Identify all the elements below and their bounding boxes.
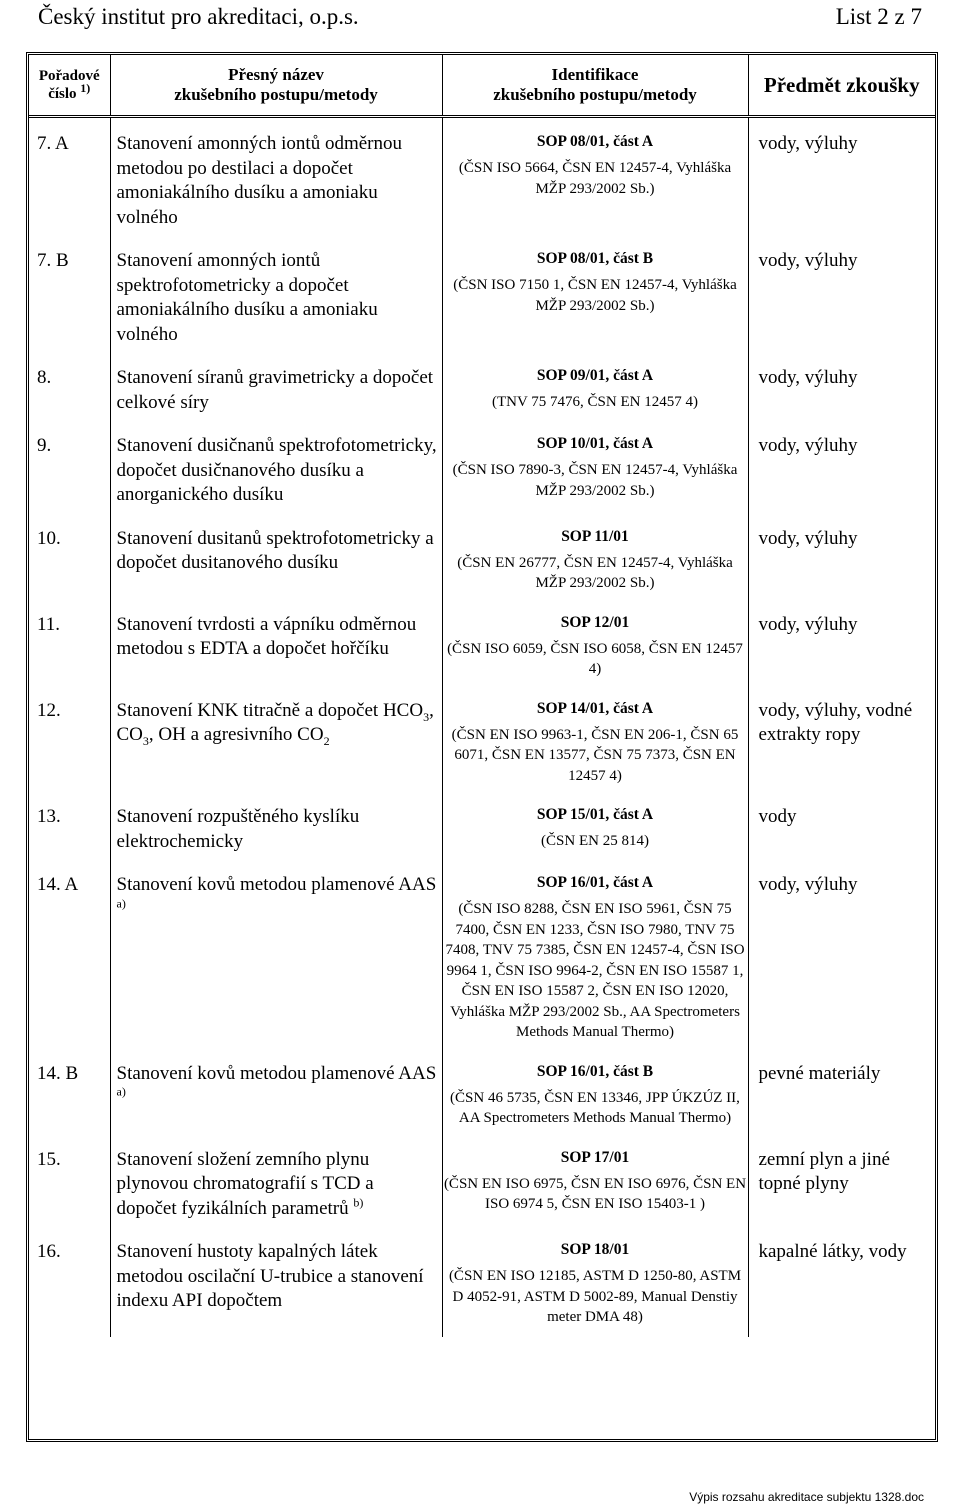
organization-name: Český institut pro akreditaci, o.p.s. (38, 4, 359, 29)
table-row (29, 1052, 935, 1138)
method-name-text: Stanovení hustoty kapalných látek metodou oscilační U-trubice a stanovení indexu API dopočtem (116, 1241, 424, 1311)
footnote-marker: a) (116, 896, 126, 911)
row-number: 13. (37, 806, 61, 827)
method-name (110, 117, 442, 240)
row-number: 14. A (37, 874, 79, 895)
method-name-text: Stanovení síranů gravimetricky a dopočet celkové síry (116, 367, 434, 413)
method-name-text: Stanovení tvrdosti a vápníku odměrnou metodou s EDTA a dopočet hořčíku (116, 613, 417, 659)
column-header-order (29, 55, 110, 117)
row-number: 16. (37, 1241, 61, 1262)
method-identification (442, 603, 748, 689)
table-header-row (29, 55, 935, 117)
method-name (110, 863, 442, 1052)
method-identification (442, 1138, 748, 1231)
column-header-name (110, 55, 442, 117)
sop-code: SOP 16/01, část B (536, 1062, 654, 1080)
standard-references: (ČSN EN ISO 12185, ASTM D 1250-80, ASTM D 4052-91, ASTM D 5002-89, Manual Denstiy meter DMA 48) (448, 1268, 742, 1325)
chemical-subscript: 2 (323, 733, 330, 748)
method-identification (442, 356, 748, 424)
test-subject: vody, výluhy (748, 356, 935, 424)
method-identification (442, 795, 748, 863)
row-number: 7. A (37, 133, 69, 154)
method-name-part: , CO (116, 699, 434, 745)
table-row (29, 239, 935, 356)
method-identification (442, 863, 748, 1052)
row-number: 12. (37, 699, 61, 721)
row-number: 8. (37, 367, 52, 388)
sop-code: SOP 14/01, část A (536, 699, 654, 717)
name-header-line2: zkušebního postupu/metody (174, 85, 378, 104)
sop-code: SOP 17/01 (560, 1148, 630, 1166)
test-subject: zemní plyn a jiné topné plyny (748, 1138, 935, 1231)
page-indicator: List 2 z 7 (835, 4, 922, 29)
method-identification (442, 117, 748, 240)
sop-code: SOP 16/01, část A (536, 874, 654, 891)
table-row (29, 424, 935, 517)
method-name (110, 1052, 442, 1138)
chemical-subscript: 3 (423, 709, 430, 724)
standard-references: (ČSN EN ISO 6975, ČSN EN ISO 6976, ČSN EN ISO 6974 5, ČSN EN ISO 15403-1 ) (443, 1175, 747, 1212)
sop-code: SOP 08/01, část A (536, 133, 654, 150)
sop-code: SOP 18/01 (560, 1241, 630, 1258)
row-number: 15. (37, 1148, 61, 1170)
method-name-text: Stanovení amonných iontů spektrofotometricky a dopočet amoniakálního dusíku a amoniaku volného (116, 250, 378, 345)
method-name (110, 239, 442, 356)
chemical-subscript: 3 (142, 733, 149, 748)
sop-code: SOP 10/01, část A (536, 435, 654, 452)
method-name-part: Stanovení KNK titračně a dopočet HCO (116, 699, 424, 721)
standard-references: (ČSN ISO 6059, ČSN ISO 6058, ČSN EN 12457 4) (447, 640, 743, 677)
method-name (110, 689, 442, 796)
table-row (29, 795, 935, 863)
test-subject: vody, výluhy (748, 239, 935, 356)
standard-references: (ČSN EN ISO 9963-1, ČSN EN 206-1, ČSN 65 6071, ČSN EN 13577, ČSN 75 7373, ČSN EN 12457 4) (451, 726, 739, 784)
table-row (29, 356, 935, 424)
order-header-line1: Pořadové (38, 68, 100, 84)
table-row (29, 689, 935, 796)
test-subject: pevné materiály (748, 1052, 935, 1138)
table-row (29, 117, 935, 240)
footnote-marker: a) (116, 1084, 126, 1099)
sop-code: SOP 12/01 (560, 613, 630, 631)
standard-references: (ČSN ISO 8288, ČSN EN ISO 5961, ČSN 75 7400, ČSN EN 1233, ČSN ISO 7980, TNV 75 7408, TNV 75 7385, ČSN EN 12457-4, ČSN ISO 9964 1, ČSN ISO 9964-2, ČSN EN ISO 15587 1, ČSN EN ISO 15587 2, ČSN EN ISO 12020, Vyhláška MŽP 293/2002 Sb., AA Spectrometers Methods Manual Thermo) (445, 901, 745, 1040)
column-header-identification (442, 55, 748, 117)
table-row (29, 1138, 935, 1231)
method-name-part: , OH a agresivního CO (148, 724, 324, 745)
test-subject: kapalné látky, vody (748, 1230, 935, 1337)
method-name (110, 1230, 442, 1337)
method-identification (442, 1230, 748, 1337)
sop-code: SOP 08/01, část B (536, 250, 654, 267)
footnote-marker: b) (353, 1195, 364, 1210)
method-identification (442, 424, 748, 517)
method-identification (442, 689, 748, 796)
document-footer: Výpis rozsahu akreditace subjektu 1328.doc (689, 1490, 924, 1504)
test-subject: vody, výluhy, vodné extrakty ropy (748, 689, 935, 796)
sop-code: SOP 11/01 (561, 527, 629, 545)
test-subject: vody, výluhy (748, 603, 935, 689)
method-name (110, 1138, 442, 1231)
accreditation-table (29, 55, 935, 1337)
method-name-text: Stanovení kovů metodou plamenové AAS (116, 1062, 437, 1084)
test-subject: vody, výluhy (748, 424, 935, 517)
sop-code: SOP 09/01, část A (536, 367, 654, 384)
standard-references: (ČSN ISO 5664, ČSN EN 12457-4, Vyhláška MŽP 293/2002 Sb.) (458, 160, 732, 197)
test-subject: vody, výluhy (748, 863, 935, 1052)
standard-references: (ČSN ISO 7890-3, ČSN EN 12457-4, Vyhláška MŽP 293/2002 Sb.) (452, 462, 738, 499)
ident-header-line2: zkušebního postupu/metody (493, 85, 697, 104)
column-header-subject (748, 55, 935, 117)
ident-header-line1: Identifikace (551, 65, 639, 84)
row-number: 14. B (37, 1062, 79, 1084)
row-number: 9. (37, 435, 52, 456)
method-identification (442, 239, 748, 356)
standard-references: (ČSN 46 5735, ČSN EN 13346, JPP ÚKZÚZ II, AA Spectrometers Methods Manual Thermo) (450, 1089, 740, 1126)
method-name-text: Stanovení kovů metodou plamenové AAS (116, 874, 437, 895)
standard-references: (ČSN EN 25 814) (541, 833, 649, 849)
order-header-line2: číslo (48, 86, 77, 102)
method-name (110, 603, 442, 689)
sop-code: SOP 15/01, část A (536, 806, 654, 823)
table-row (29, 603, 935, 689)
method-name-text: Stanovení rozpuštěného kyslíku elektrochemicky (116, 806, 360, 852)
test-subject: vody, výluhy (748, 117, 935, 240)
method-name-text: Stanovení dusičnanů spektrofotometricky, dopočet dusičnanového dusíku a anorganického dusíku (116, 435, 437, 505)
test-subject: vody, výluhy (748, 517, 935, 603)
test-subject: vody (748, 795, 935, 863)
method-name (110, 424, 442, 517)
method-identification (442, 1052, 748, 1138)
method-name (110, 517, 442, 603)
row-number: 10. (37, 527, 61, 549)
table-row (29, 1230, 935, 1337)
method-identification (442, 517, 748, 603)
method-name-text: Stanovení amonných iontů odměrnou metodou po destilaci a dopočet amoniakálního dusíku a amoniaku volného (116, 133, 402, 228)
table-row (29, 517, 935, 603)
name-header-line1: Přesný název (228, 65, 324, 84)
method-name (110, 356, 442, 424)
standard-references: (ČSN ISO 7150 1, ČSN EN 12457-4, Vyhláška MŽP 293/2002 Sb.) (453, 277, 737, 314)
order-header-footnote: 1) (80, 81, 91, 95)
method-name-text: Stanovení dusitanů spektrofotometricky a dopočet dusitanového dusíku (116, 527, 434, 573)
method-name-text: Stanovení složení zemního plynu plynovou chromatografií s TCD a dopočet fyzikálních parametrů (116, 1148, 374, 1219)
subject-header: Předmět zkoušky (763, 72, 920, 97)
table-row (29, 863, 935, 1052)
method-name (110, 795, 442, 863)
standard-references: (TNV 75 7476, ČSN EN 12457 4) (492, 394, 698, 410)
row-number: 11. (37, 613, 61, 635)
standard-references: (ČSN EN 26777, ČSN EN 12457-4, Vyhláška MŽP 293/2002 Sb.) (457, 554, 733, 591)
row-number: 7. B (37, 250, 69, 271)
